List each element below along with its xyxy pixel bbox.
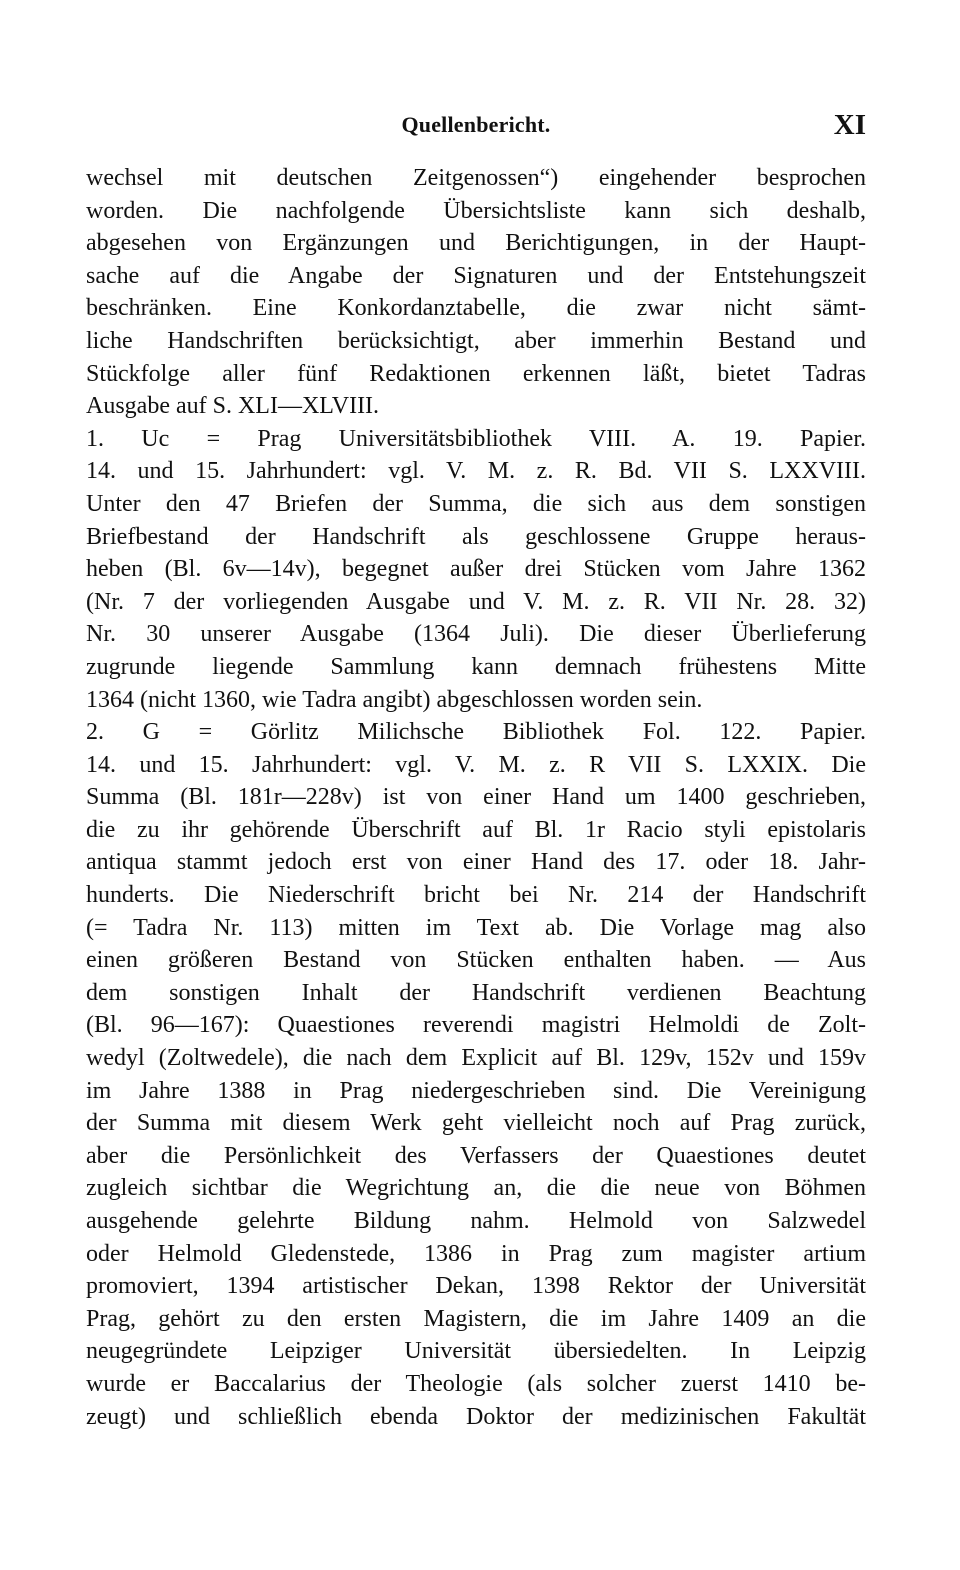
text-line: Prag, gehört zu den ersten Magistern, die im Jahre 1409 an die	[86, 1305, 866, 1332]
text-line: beschränken. Eine Konkordanztabelle, die zwar nicht sämt-	[86, 295, 866, 322]
text-line: Summa (Bl. 181r—228v) ist von einer Hand um 1400 geschrieben,	[86, 784, 866, 811]
page-number: XI	[833, 109, 866, 141]
text-line: wurde er Baccalarius der Theologie (als solcher zuerst 1410 be-	[86, 1370, 866, 1397]
text-line: Ausgabe auf S. XLI—XLVIII.	[86, 393, 380, 420]
text-line: 14. und 15. Jahrhundert: vgl. V. M. z. R. Bd. VII S. LXXVIII.	[86, 458, 866, 485]
text-line: zeugt) und schließlich ebenda Doktor der medizinischen Fakultät	[86, 1403, 866, 1430]
text-line: 1364 (nicht 1360, wie Tadra angibt) abgeschlossen worden sein.	[86, 686, 703, 713]
text-line: 2. G = Görlitz Milichsche Bibliothek Fol. 122. Papier.	[86, 719, 866, 746]
text-line: der Summa mit diesem Werk geht vielleicht noch auf Prag zurück,	[86, 1110, 866, 1137]
text-line: einen größeren Bestand von Stücken enthalten haben. — Aus	[86, 947, 866, 974]
text-line: dem sonstigen Inhalt der Handschrift verdienen Beachtung	[86, 979, 866, 1006]
text-line: promoviert, 1394 artistischer Dekan, 1398 Rektor der Universität	[86, 1273, 866, 1300]
text-line: worden. Die nachfolgende Übersichtsliste kann sich deshalb,	[86, 197, 866, 224]
text-line: aber die Persönlichkeit des Verfassers der Quaestiones deutet	[86, 1142, 866, 1169]
text-line: heben (Bl. 6v—14v), begegnet außer drei Stücken vom Jahre 1362	[86, 556, 866, 583]
text-line: sache auf die Angabe der Signaturen und der Entstehungszeit	[86, 262, 866, 289]
text-line: zugrunde liegende Sammlung kann demnach frühestens Mitte	[86, 653, 866, 680]
text-line: oder Helmold Gledenstede, 1386 in Prag zum magister artium	[86, 1240, 866, 1267]
text-line: 1. Uc = Prag Universitätsbibliothek VIII. A. 19. Papier.	[86, 425, 866, 452]
text-line: liche Handschriften berücksichtigt, aber immerhin Bestand und	[86, 327, 866, 354]
text-line: Briefbestand der Handschrift als geschlossene Gruppe heraus-	[86, 523, 866, 550]
text-line: zugleich sichtbar die Wegrichtung an, die die neue von Böhmen	[86, 1175, 866, 1202]
text-line: hunderts. Die Niederschrift bricht bei Nr. 214 der Handschrift	[86, 882, 866, 909]
text-line: 14. und 15. Jahrhundert: vgl. V. M. z. R VII S. LXXIX. Die	[86, 751, 866, 778]
text-line: (Bl. 96—167): Quaestiones reverendi magistri Helmoldi de Zolt-	[86, 1012, 866, 1039]
text-line: Unter den 47 Briefen der Summa, die sich aus dem sonstigen	[86, 490, 866, 517]
text-line: (= Tadra Nr. 113) mitten im Text ab. Die Vorlage mag also	[86, 914, 866, 941]
text-line: Stückfolge aller fünf Redaktionen erkennen läßt, bietet Tadras	[86, 360, 866, 387]
text-line: antiqua stammt jedoch erst von einer Hand des 17. oder 18. Jahr-	[86, 849, 866, 876]
text-line: abgesehen von Ergänzungen und Berichtigungen, in der Haupt-	[86, 230, 866, 257]
text-line: wedyl (Zoltwedele), die nach dem Explicit auf Bl. 129v, 152v und 159v	[86, 1045, 866, 1072]
body-text	[86, 162, 866, 1433]
text-line: (Nr. 7 der vorliegenden Ausgabe und V. M. z. R. VII Nr. 28. 32)	[86, 588, 866, 615]
running-title: Quellenbericht.	[401, 112, 551, 137]
text-line: Nr. 30 unserer Ausgabe (1364 Juli). Die dieser Überlieferung	[86, 621, 866, 648]
text-line: neugegründete Leipziger Universität übersiedelten. In Leipzig	[86, 1338, 866, 1365]
running-head	[86, 109, 866, 148]
text-line: die zu ihr gehörende Überschrift auf Bl. 1r Racio styli epistolaris	[86, 816, 866, 843]
text-line: im Jahre 1388 in Prag niedergeschrieben sind. Die Vereinigung	[86, 1077, 866, 1104]
text-line: ausgehende gelehrte Bildung nahm. Helmold von Salzwedel	[86, 1208, 866, 1234]
text-line: wechsel mit deutschen Zeitgenossen“) eingehender besprochen	[86, 165, 866, 191]
